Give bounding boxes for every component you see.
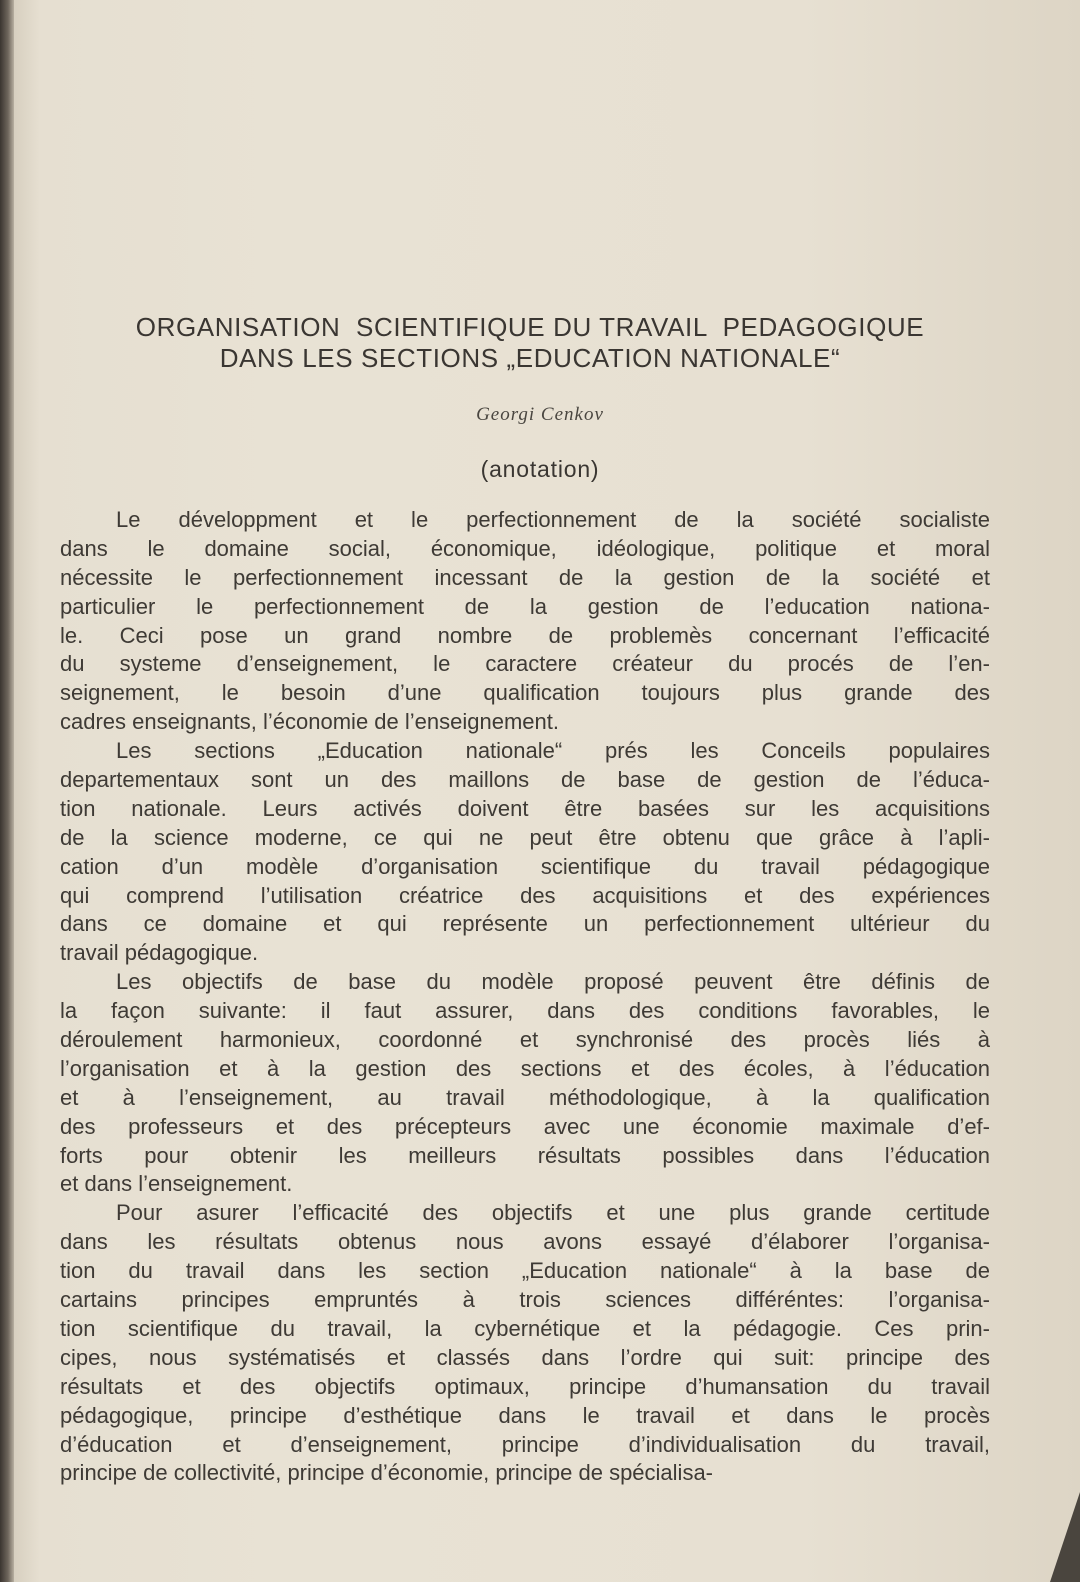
article-title: [60, 312, 1000, 374]
text-line: cartains principes empruntés à trois sciences différéntes: l’organisa-: [60, 1287, 990, 1313]
text-line: cadres enseignants, l’économie de l’enseignement.: [60, 709, 559, 735]
text-line: particulier le perfectionnement de la gestion de l’education nationa-: [60, 593, 990, 619]
page-corner-shadow: [1050, 1492, 1080, 1582]
text-line: déroulement harmonieux, coordonné et synchronisé des procès liés à: [60, 1027, 990, 1053]
paragraph: [60, 506, 990, 737]
text-line: pédagogique, principe d’esthétique dans le travail et dans le procès: [60, 1402, 990, 1428]
text-line: cipes, nous systématisés et classés dans l’ordre qui suit: principe des: [60, 1344, 990, 1370]
text-line: l’organisation et à la gestion des sections et des écoles, à l’éducation: [60, 1055, 990, 1081]
text-line: de la science moderne, ce qui ne peut être obtenu que grâce à l’apli-: [60, 824, 990, 850]
text-line: le. Ceci pose un grand nombre de problemès concernant l’efficacité: [60, 622, 990, 648]
text-line: seignement, le besoin d’une qualification toujours plus grande des: [60, 680, 990, 706]
text-line: Pour asurer l’efficacité des objectifs et une plus grande certitude: [116, 1200, 990, 1226]
paragraph: [60, 737, 990, 968]
book-spine-shadow: [0, 0, 14, 1582]
text-line: des professeurs et des précepteurs avec une économie maximale d’ef-: [60, 1113, 990, 1139]
text-line: forts pour obtenir les meilleurs résultats possibles dans l’éducation: [60, 1142, 990, 1168]
article-body: [60, 506, 990, 1488]
author-name: Georgi Cenkov: [476, 404, 604, 425]
text-line: résultats et des objectifs optimaux, principe d’humansation du travail: [60, 1373, 990, 1399]
annotation-label: (anotation): [480, 456, 600, 482]
text-line: qui comprend l’utilisation créatrice des acquisitions et des expériences: [60, 882, 990, 908]
paragraph: [60, 1199, 990, 1488]
text-line: d’éducation et d’enseignement, principe d’individualisation du travail,: [60, 1431, 990, 1457]
title-line-1: ORGANISATION SCIENTIFIQUE DU TRAVAIL PEDAGOGIQUE: [135, 312, 925, 342]
text-line: departementaux sont un des maillons de base de gestion de l’éduca-: [60, 767, 990, 793]
text-line: et dans l’enseignement.: [60, 1171, 293, 1197]
text-line: dans ce domaine et qui représente un perfectionnement ultérieur du: [60, 911, 990, 937]
paragraph: [60, 968, 990, 1199]
text-line: la façon suivante: il faut assurer, dans des conditions favorables, le: [60, 998, 990, 1024]
text-line: Les objectifs de base du modèle proposé peuvent être définis de: [116, 969, 990, 995]
text-line: dans les résultats obtenus nous avons essayé d’élaborer l’organisa-: [60, 1229, 990, 1255]
text-line: travail pédagogique.: [60, 940, 259, 966]
text-line: cation d’un modèle d’organisation scientifique du travail pédagogique: [60, 853, 990, 879]
title-line-2: DANS LES SECTIONS „EDUCATION NATIONALE“: [219, 343, 841, 373]
text-line: Le développment et le perfectionnement de la société socialiste: [116, 507, 990, 532]
text-line: tion nationale. Leurs activés doivent être basées sur les acquisitions: [60, 795, 990, 821]
text-line: nécessite le perfectionnement incessant de la gestion de la société et: [60, 564, 990, 590]
text-line: principe de collectivité, principe d’économie, principe de spécialisa-: [60, 1460, 714, 1486]
text-line: Les sections „Education nationale“ prés les Conceils populaires: [116, 738, 990, 764]
text-line: du systeme d’enseignement, le caractere créateur du procés de l’en-: [60, 651, 990, 677]
text-line: tion scientifique du travail, la cybernétique et la pédagogie. Ces prin-: [60, 1315, 990, 1341]
text-line: et à l’enseignement, au travail méthodologique, à la qualification: [60, 1084, 990, 1110]
text-line: dans le domaine social, économique, idéologique, politique et moral: [60, 535, 990, 561]
text-line: tion du travail dans les section „Education nationale“ à la base de: [60, 1258, 990, 1284]
